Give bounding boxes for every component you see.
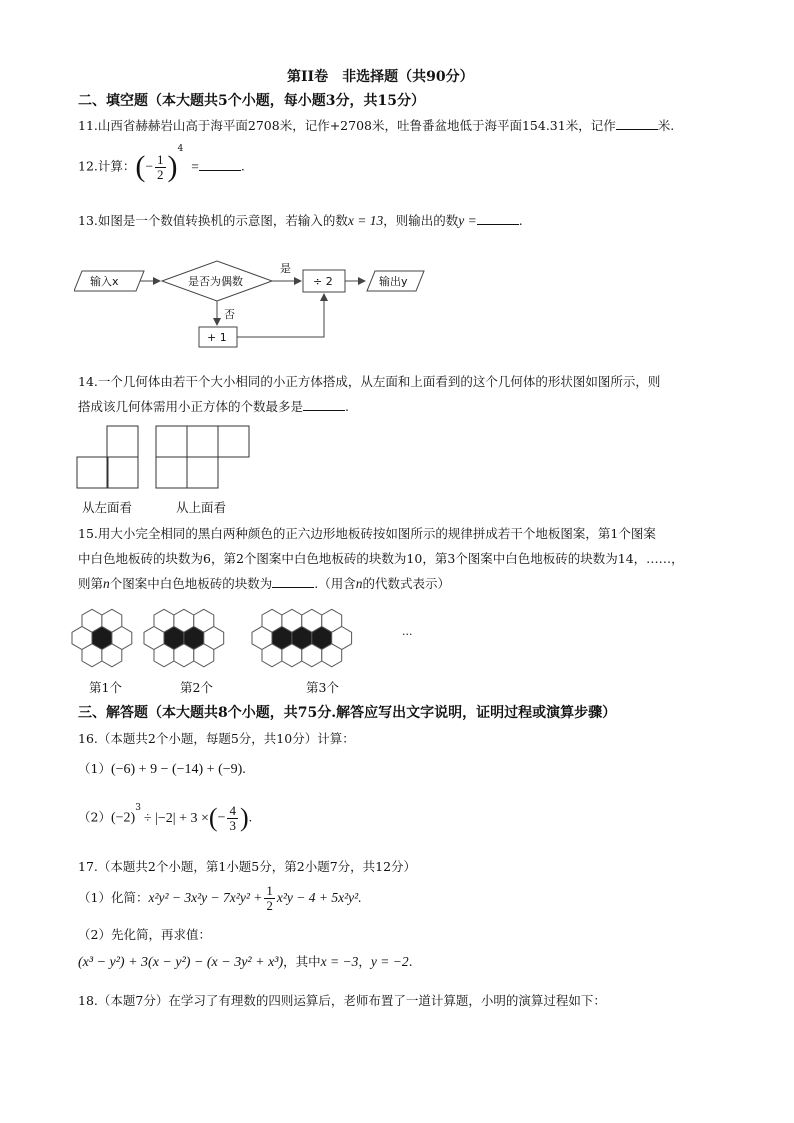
pattern-label-2: 第2个 — [180, 680, 213, 695]
plus-one-label: + 1 — [207, 331, 227, 344]
white-hex-tile — [262, 644, 282, 667]
white-hex-tile — [302, 644, 322, 667]
pattern-ellipsis: ··· — [402, 628, 413, 641]
q13-end: . — [518, 213, 523, 228]
white-hex-tile — [102, 644, 122, 667]
q13-x-equation: x = 13 — [347, 213, 384, 228]
answer-blank — [616, 117, 658, 130]
pattern-label-3: 第3个 — [306, 680, 339, 695]
white-hex-tile — [154, 644, 174, 667]
question-16-part1: （1）(−6) + 9 − (−14) + (−9). — [78, 761, 246, 777]
q11-unit: 米. — [657, 118, 675, 133]
white-hex-tile — [174, 644, 194, 667]
output-label: 输出y — [379, 275, 408, 288]
left-view — [77, 426, 138, 488]
question-18: 18.（本题7分）在学习了有理数的四则运算后，老师布置了一道计算题，小明的演算过程如下： — [78, 993, 606, 1008]
white-hex-tile — [82, 644, 102, 667]
section-heading-fill-in: 二、填空题（本大题共5个小题，每小题3分，共15分） — [78, 93, 425, 109]
question-16-intro: 16.（本题共2个小题，每题5分，共10分）计算： — [78, 731, 355, 746]
answer-blank — [303, 398, 345, 411]
top-view-label: 从上面看 — [176, 500, 227, 515]
q12-exponent: 4 — [177, 144, 184, 155]
question-17-part2-label: （2）先化简，再求值： — [78, 927, 211, 942]
answer-blank — [477, 212, 519, 225]
yes-label: 是 — [280, 262, 291, 275]
q12-minus: − — [145, 158, 154, 174]
top-view — [156, 426, 249, 488]
question-17-intro: 17.（本题共2个小题，第1小题5分，第2小题7分，共12分） — [78, 859, 417, 874]
divide-label: ÷ 2 — [313, 275, 333, 288]
question-14-line2: 搭成该几何体需用小正方体的个数最多是 . — [78, 399, 349, 414]
question-15-line1: 15.用大小完全相同的黑白两种颜色的正六边形地板砖按如图所示的规律拼成若干个地板图案，第1个图案 — [78, 526, 656, 541]
section-heading-solve: 三、解答题（本大题共8个小题，共75分.解答应写出文字说明，证明过程或演算步骤） — [78, 705, 617, 721]
white-hex-tile — [322, 644, 342, 667]
question-14-line1: 14.一个几何体由若干个大小相同的小正方体搭成，从左面和上面看到的这个几何体的形状图如图所示，则 — [78, 374, 661, 389]
pattern-label-1: 第1个 — [89, 680, 122, 695]
q13-text-a: 13.如图是一个数值转换机的示意图，若输入的数 — [78, 213, 348, 228]
question-11 — [78, 116, 674, 134]
q12-prefix: 12.计算： — [78, 158, 136, 174]
white-hex-tile — [282, 644, 302, 667]
paren-right: ) — [167, 150, 178, 183]
question-16-part2: $(2)(-2)^3\div |-2| + 3$ ×(− $\frac{4}{3}$ ). — [78, 802, 253, 833]
white-hex-tile — [194, 644, 214, 667]
q12-end: . — [240, 158, 245, 174]
page-title: 第II卷 非选择题（共90分） — [287, 69, 474, 85]
paren-left: ( — [135, 150, 146, 183]
question-17-part1: （1）化简：x²y² − 3x²y − 7x²y² + $\frac{1}{2}$ x²y − 4 + 5x²y². — [78, 883, 362, 913]
left-view-label: 从左面看 — [82, 500, 133, 515]
question-13 — [78, 211, 523, 229]
answer-blank — [272, 575, 314, 588]
q14-view-diagrams — [76, 425, 256, 489]
input-label: 输入x — [90, 275, 119, 288]
question-17-part2-expr: (x³ − y²) + 3(x − y²) − (x − 3y² + x³)，其中x = −3，y = −2. — [78, 954, 413, 970]
q12-equals: = — [191, 158, 199, 174]
question-15-line3: 则第n个图案中白色地板砖的块数为 .（用含n的代数式表示） — [78, 576, 451, 591]
q12-fraction: $\frac{1}{2}$ — [157, 151, 164, 182]
no-label: 否 — [224, 308, 235, 321]
q13-text-b: ，则输出的数 — [383, 213, 459, 228]
hexagon-patterns — [70, 604, 430, 672]
decision-label: 是否为偶数 — [188, 275, 243, 288]
q11-text: 11.山西省赫赫岩山高于海平面2708米，记作+2708米，吐鲁番盆地低于海平面154.31米，记作 — [78, 118, 616, 133]
question-15-line2: 中白色地板砖的块数为6，第2个图案中白色地板砖的块数为10，第3个图案中白色地板砖的块数为14，……， — [78, 551, 684, 566]
q13-y-equation: y = — [458, 213, 477, 228]
question-12 — [78, 144, 245, 184]
conversion-flowchart — [74, 258, 434, 350]
answer-blank — [199, 158, 241, 171]
